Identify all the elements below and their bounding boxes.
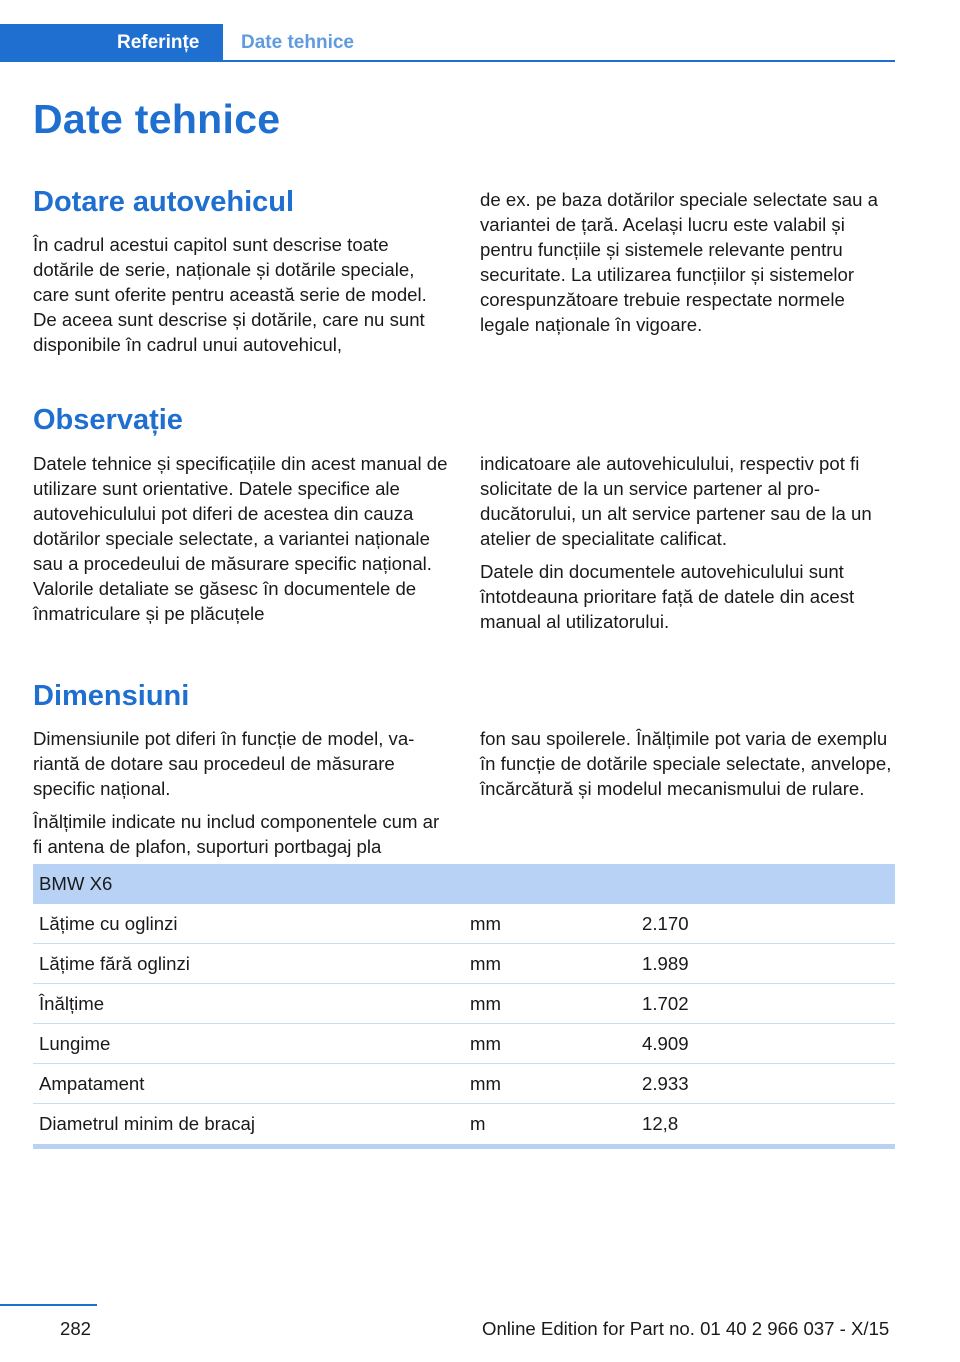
- row-unit: mm: [464, 944, 636, 984]
- table-row: [33, 944, 895, 984]
- table-row: [33, 904, 895, 944]
- row-label: Lățime fără oglinzi: [33, 944, 464, 984]
- observatie-right-text-2: Datele din documentele autovehiculului sunt întotdeauna prioritare față de datele din acest manual al utilizatorului.: [480, 561, 855, 632]
- table-header-row: [33, 864, 895, 904]
- table-row: [33, 984, 895, 1024]
- row-label: Înălțime: [33, 984, 464, 1024]
- footer-divider: [0, 1304, 97, 1306]
- row-value: 2.933: [636, 1064, 895, 1104]
- row-unit: mm: [464, 904, 636, 944]
- row-label: Ampatament: [33, 1064, 464, 1104]
- dotare-left-text: În cadrul acestui capitol sunt descrise toate dotările de serie, naționale și dotările speciale, care sunt oferite pentru această serie de model. De aceea sunt descrise și dotările, care nu sunt disponibile în cadrul unui autovehicul,: [33, 234, 427, 355]
- row-unit: m: [470, 1112, 486, 1134]
- dimensiuni-left-text-1: Dimensiunile pot diferi în funcție de model, variantă de dotare sau procedeul de măsurare specific național.: [33, 728, 415, 799]
- page-number: 282: [60, 1318, 92, 1339]
- edition-note: Online Edition for Part no. 01 40 2 966 037 - X/15: [482, 1318, 890, 1339]
- observatie-left-text: Datele tehnice și specificațiile din acest manual de utilizare sunt orientative. Datele specifice ale autovehiculului pot diferi de acestea din cauza dotărilor speciale selectate, a variantei naționale sau a procedeului de măsurare specific național. Valorile detaliate se găsesc în documentele de înmatriculare și pe plăcuțele: [33, 453, 448, 624]
- row-value: 2.170: [636, 904, 895, 944]
- page-title: Date tehnice: [33, 96, 281, 142]
- dotare-right-text: de ex. pe baza dotărilor speciale selectate sau a variantei de țară. Același lucru este valabil și pentru funcțiile și sistemele relevante pentru securitate. La utilizarea funcțiilor și sistemelor corespunzătoare trebuie respectate normele legale naționale în vigoare.: [480, 189, 878, 335]
- dimensions-table: [33, 864, 895, 1143]
- dimensiuni-right-text: fon sau spoilerele. Înălțimile pot varia de exemplu în funcție de dotările speciale selectate, anvelope, încărcătură și modelul mecanismului de rulare.: [480, 728, 892, 799]
- row-value: 12,8: [642, 1112, 679, 1134]
- section-tab: Referințe: [0, 24, 223, 62]
- table-row: [33, 1024, 895, 1064]
- observatie-right-text-1: indicatoare ale autovehiculului, respectiv pot fi solicitate de la un service partener al producătorului, un alt service partener sau de la un atelier de specialitate calificat.: [480, 453, 872, 549]
- row-value: 1.989: [636, 944, 895, 984]
- heading-dotare: Dotare autovehicul: [33, 186, 295, 218]
- table-header: BMW X6: [33, 864, 895, 904]
- heading-dimensiuni: Dimensiuni: [33, 680, 190, 712]
- table-bottom-rule: [33, 1144, 895, 1149]
- row-value: 1.702: [636, 984, 895, 1024]
- header-divider: [0, 60, 895, 62]
- heading-observatie: Observație: [33, 404, 183, 436]
- page-tab: Date tehnice: [241, 32, 354, 53]
- dimensiuni-left-text-2: Înălțimile indicate nu includ componentele cum ar fi antena de plafon, suporturi portbagaj pla: [33, 811, 440, 857]
- page-header: [0, 24, 895, 62]
- row-label: Lungime: [33, 1024, 464, 1064]
- row-unit: mm: [464, 1064, 636, 1104]
- table-row: [33, 1064, 895, 1104]
- row-value: 4.909: [636, 1024, 895, 1064]
- table-row: [33, 1104, 895, 1144]
- row-unit: mm: [464, 1024, 636, 1064]
- row-label: Diametrul minim de bracaj: [39, 1112, 255, 1134]
- row-unit: mm: [464, 984, 636, 1024]
- row-label: Lățime cu oglinzi: [33, 904, 464, 944]
